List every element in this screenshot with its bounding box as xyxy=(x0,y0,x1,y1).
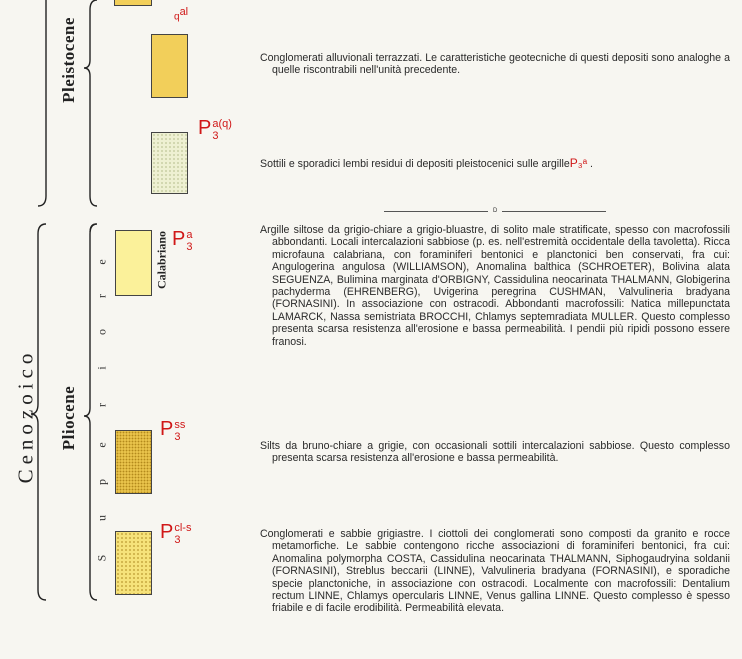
section-separator-left xyxy=(384,211,488,212)
era-brace xyxy=(30,222,50,602)
era-label: Cenozoico xyxy=(13,348,38,484)
superiore-letter: o xyxy=(94,329,109,335)
unit-label-p3cls: Pcl-s 3 xyxy=(160,521,192,546)
superiore-letter: e xyxy=(94,259,109,265)
superiore-letter: r xyxy=(94,294,109,298)
epoch-label-pleistocene: Pleistocene xyxy=(59,17,78,103)
unit-swatch-p3aq xyxy=(151,132,188,194)
stage-label-calabriano: Calabriano xyxy=(154,230,169,290)
superiore-letter: r xyxy=(94,403,109,407)
unit-swatch-p3a xyxy=(115,230,152,296)
unit-description-p3aq: Sottili e sporadici lembi residui di depositi pleistocenici sulle argilleP₃ᵃ . xyxy=(260,156,593,170)
superiore-bracket xyxy=(86,222,106,602)
unit-label-p3a: Pa 3 xyxy=(172,228,193,253)
unit-description-qal: Conglomerati alluvionali terrazzati. Le caratteristiche geotecniche di questi depositi sono analoghe a quelle riscontrabili nell'unità precedente. xyxy=(260,52,730,77)
superiore-letter: S xyxy=(94,554,109,562)
unit-swatch-qal xyxy=(151,34,188,98)
epoch-label-pliocene: Pliocene xyxy=(59,385,78,451)
unit-label-qal: $q^{al}$ xyxy=(174,6,189,23)
pleistocene-left-rule xyxy=(34,0,48,210)
superiore-letter: e xyxy=(94,442,109,448)
unit-description-p3ss: Silts da bruno-chiare a grigie, con occasionali sottili intercalazioni sabbiose. Questo complesso presenta scarsa resistenza all'erosione e bassa permeabilità. xyxy=(260,440,730,465)
unit-swatch-p3cls xyxy=(115,531,152,595)
unit-label-p3aq: Pa(q) 3 xyxy=(198,117,232,142)
superiore-letter: u xyxy=(94,515,109,521)
pleistocene-brace xyxy=(82,0,102,210)
unit-label-p3ss: Pss 3 xyxy=(160,418,186,443)
superiore-letter: i xyxy=(94,366,109,370)
unit-description-p3a: Argille siltose da grigio-chiare a grigio-bluastre, di solito male stratificate, spesso con macrofossili abbondanti. Locali intercalazioni sabbiose (p. es. nell'estremità occidentale della tavoletta). Ricca microfauna calabriana, con foraminiferi bentonici e planctonici ben conservati, fra cui: Angulogerina angulosa (WILLIAMSON), Anomalina balthica (SCHROETER), Bolivina alata SEGUENZA, Bulimina marginata d'ORBIGNY, Cassidulina neocarinata THALMANN, Globigerina pachyderma (EHRENBERG), Uvigerina peregrina CUSHMAN, Valvulineria bradyana (FORNASINI). In associazione con ostracodi. Abbondanti macrofossili: Natica millepunctata LAMARCK, Nassa semistriata BROCCHI, Chlamys septemradiata MULLER. Questo complesso presenta scarsa resistenza all'erosione e bassa permeabilità. I pendii più ripidi possono essere franosi. xyxy=(260,224,730,348)
section-separator-right xyxy=(502,211,606,212)
superiore-letter: p xyxy=(94,479,109,485)
unit-swatch-p3ss xyxy=(115,430,152,494)
unit-swatch-qal-top xyxy=(114,0,152,6)
unit-description-p3cls: Conglomerati e sabbie grigiastre. I ciottoli dei conglomerati sono composti da granito e rocce metamorfiche. Le sabbie contengono ricche associazioni di foraminiferi bentonici, fra cui: Anomalina polymorpha COSTA, Cassidulina neocarinata THALMANN, Siphogaudryina soldanii (FORNASINI), Streblus beccarii (LINNE), Valvulineria bradyana (FORNASINI), e sporadiche specie planctoniche, in associazione con ostracodi. Localmente con macrofossili: Dentalium rectum LINNE, Chlamys opercularis LINNE, Venus gallina LINNE. Questo complesso è spesso friabile e di facile erodibilità. Permeabilità elevata. xyxy=(260,528,730,615)
section-separator-mark: D xyxy=(493,208,498,214)
